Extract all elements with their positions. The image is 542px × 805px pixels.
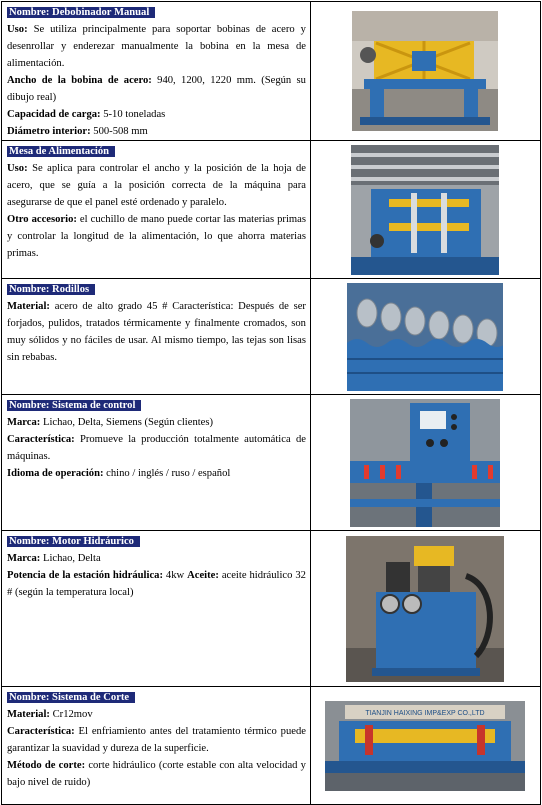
manufacturer-sign: TIANJIN HAIXING IMP&EXP CO.,LTD [365,709,486,717]
row-title: Mesa de Alimentación [7,146,115,157]
field-value: Se aplica para controlar el ancho y la posición de la hoja de acero, que se guía a la posición correcta de la máquina para asegurarse de que el panel esté ordenado y paralelo. [7,163,306,208]
field-label: Método de corte: [7,760,86,771]
field-label: Capacidad de carga: [7,109,101,120]
field-label: Ancho de la bobina de acero: [7,75,152,86]
field-value: 500-508 mm [90,126,148,137]
decoiler-photo [352,11,498,131]
field-value: Cr12mov [49,709,93,720]
field-value: 4kw [162,570,188,581]
row-title: Nombre: Debobinador Manual [7,7,155,18]
image-cell [310,687,540,805]
spec-row-hydraulic-motor [2,531,541,687]
image-cell [310,2,540,141]
spec-row-cutting-system [2,687,541,805]
image-cell [310,531,540,687]
field-label: Aceite: [187,570,219,581]
field-label: Característica: [7,726,75,737]
field-label: Uso: [7,24,28,35]
field-value: Lichao, Delta, Siemens (Según clientes) [40,417,214,428]
spec-text-cell [2,279,311,395]
spec-text-cell [2,395,311,531]
field-label: Potencia de la estación hidráulica: [7,570,163,581]
field-value: Lichao, Delta [40,553,101,564]
field-value: acero de alto grado 45 # Característica: Después de ser forjados, pulidos, tratados térmicamente y finalmente cromados, son muy sólidos y no fáciles de usar. Al mismo tiempo, las tejas son lisas sin rebabas. [7,301,306,363]
field-label: Característica: [7,434,75,445]
control-system-photo [350,399,500,527]
field-label: Material: [7,301,50,312]
spec-text-cell [2,531,311,687]
spec-text-cell [2,2,311,141]
row-title: Nombre: Sistema de Corte [7,692,135,703]
spec-text-cell [2,687,311,805]
field-label: Uso: [7,163,28,174]
field-value: aceite hidráulico 32 # (según la temperatura local) [7,570,306,598]
field-label: Marca: [7,553,41,564]
spec-row-feeding-table [2,141,541,279]
row-title: Nombre: Motor Hidráurico [7,536,140,547]
image-cell [310,395,540,531]
rollers-photo [347,283,503,391]
field-value: Promueve la producción totalmente automática de máquinas. [7,434,306,462]
row-title: Nombre: Sistema de control [7,400,141,411]
image-cell [310,279,540,395]
field-label: Marca: [7,417,41,428]
row-title: Nombre: Rodillos [7,284,95,295]
field-value: 940, 1200, 1220 mm. (Según su dibujo real) [7,75,306,103]
cutting-system-photo [325,701,525,791]
hydraulic-motor-photo [346,536,504,682]
feeding-table-photo [351,145,499,275]
field-label: Otro accesorio: [7,214,77,225]
field-label: Idioma de operación: [7,468,104,479]
field-label: Diámetro interior: [7,126,91,137]
field-label: Material: [7,709,50,720]
spec-row-control-system [2,395,541,531]
field-value: el cuchillo de mano puede cortar las materias primas y controlar la longitud de la alimentación, lo que ahorra materias primas. [7,214,306,259]
image-cell [310,141,540,279]
field-value: chino / inglés / ruso / español [103,468,231,479]
spec-row-rollers [2,279,541,395]
spec-row-decoiler [2,2,541,141]
field-value: Se utiliza principalmente para soportar bobinas de acero y desenrollar y enderezar manualmente la bobina en la mesa de alimentación. [7,24,306,69]
field-value: corte hidráulico (corte estable con alta velocidad y bajo nivel de ruido) [7,760,306,788]
field-value: 5-10 toneladas [100,109,166,120]
spec-text-cell [2,141,311,279]
spec-table [1,1,541,805]
field-value: El enfriamiento antes del tratamiento térmico puede garantizar la suavidad y dureza de la superficie. [7,726,306,754]
